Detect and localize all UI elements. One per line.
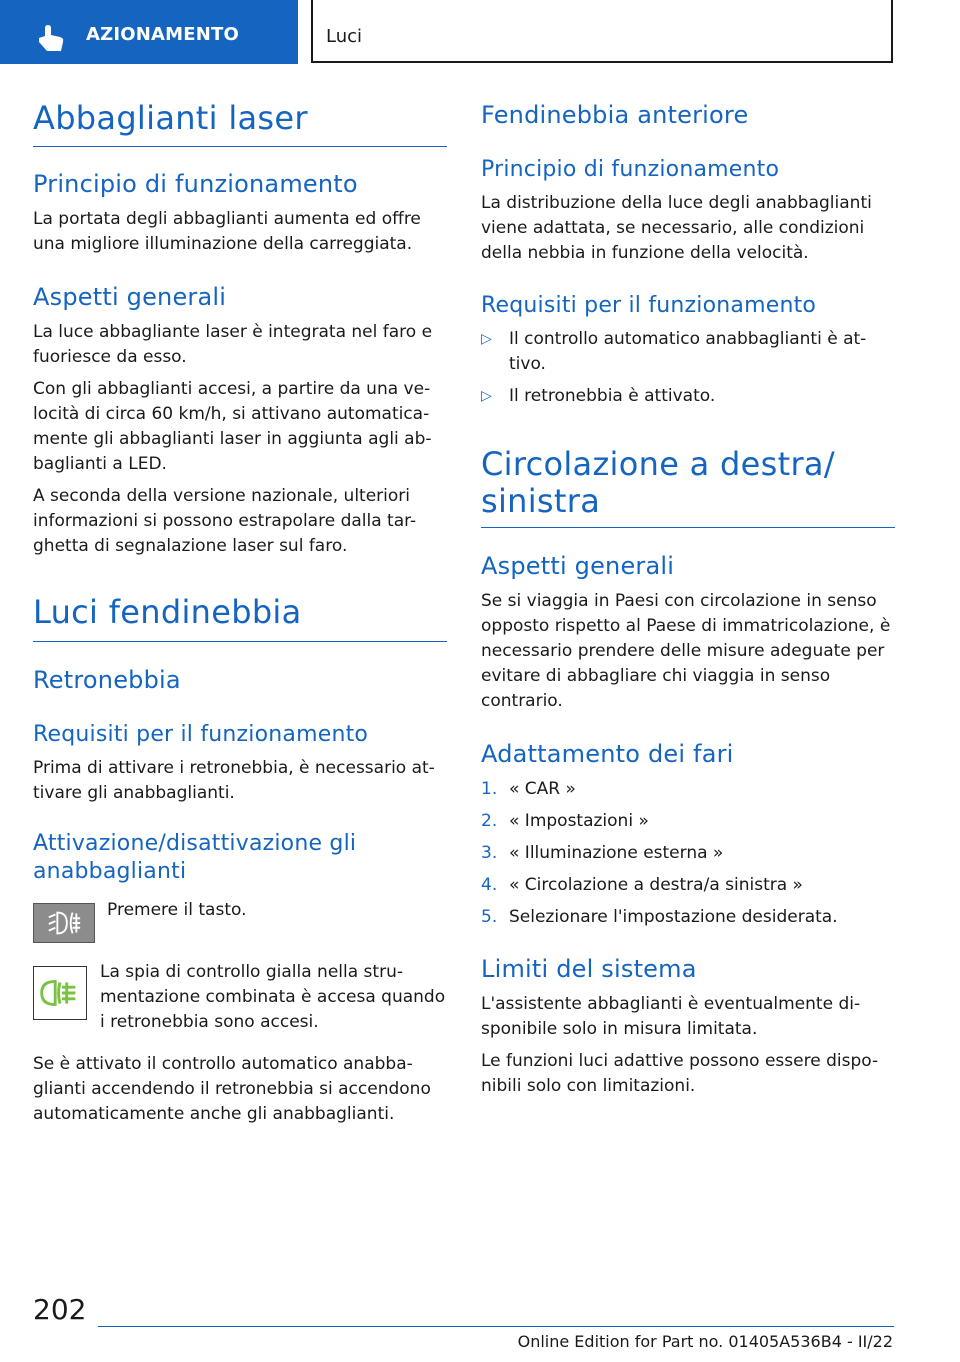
heading-principio: Principio di funzionamento <box>481 157 780 182</box>
paragraph-limiti-2: Le funzioni luci adattive possono essere dispo-nibili solo con limitazioni. <box>481 1051 879 1096</box>
rear-fog-indicator-icon <box>34 967 86 1019</box>
chapter-header <box>311 0 893 63</box>
rear-fog-button-icon <box>33 903 95 943</box>
paragraph-spia: La spia di controllo gialla nella stru-mentazione combinata è accesa quando i retronebbia sono accesi. <box>100 962 446 1032</box>
heading-adattamento: Adattamento dei fari <box>481 740 734 768</box>
paragraph-aspetti-1: La luce abbagliante laser è integrata nel faro e fuoriesce da esso. <box>33 322 433 367</box>
paragraph-aspetti: Se si viaggia in Paesi con circolazione in senso opposto rispetto al Paese di immatricolazione, è necessario prendere delle misure adeguate per evitare di abbagliare chi viaggia in senso contrario. <box>481 591 891 711</box>
section-label: AZIONAMENTO <box>86 24 240 45</box>
heading-limiti: Limiti del sistema <box>481 955 697 983</box>
paragraph-limiti-1: L'assistente abbaglianti è eventualmente di-sponibile solo in misura limitata. <box>481 994 861 1039</box>
chapter-title: Luci <box>326 26 363 47</box>
footer-rule <box>98 1326 894 1327</box>
heading-requisiti: Requisiti per il funzionamento <box>33 722 369 747</box>
heading-fendinebbia: Luci fendinebbia <box>33 593 302 631</box>
paragraph-auto: Se è attivato il controllo automatico anabba-glianti accendendo il retronebbia si accendono automaticamente anche gli anabbaglianti. <box>33 1054 431 1124</box>
paragraph-aspetti-2: Con gli abbaglianti accesi, a partire da una ve-locità di circa 60 km/h, si attivano automatica-mente gli abbaglianti laser in aggiunta agli ab-baglianti a LED. <box>33 379 432 474</box>
heading-anteriore: Fendinebbia anteriore <box>481 101 749 129</box>
heading-aspetti: Aspetti generali <box>33 283 227 311</box>
hand-pointer-icon <box>36 25 66 51</box>
footer-edition: Online Edition for Part no. 01405A536B4 - II/22 <box>517 1332 893 1351</box>
paragraph-aspetti-3: A seconda della versione nazionale, ulteriori informazioni si possono estrapolare dalla tar-ghetta di segnalazione laser sul faro. <box>33 486 417 556</box>
paragraph-requisiti: Prima di attivare i retronebbia, è necessario at-tivare gli anabbaglianti. <box>33 758 435 803</box>
section-tab <box>0 0 298 64</box>
heading-principio: Principio di funzionamento <box>33 170 358 198</box>
page-number: 202 <box>33 1293 87 1326</box>
heading-circolazione: Circolazione a destra/ sinistra <box>481 445 835 520</box>
heading-retronebbia: Retronebbia <box>33 666 181 694</box>
fog-indicator-icon <box>33 966 87 1020</box>
heading-rule <box>33 641 447 642</box>
rear-fog-light-icon <box>34 904 94 942</box>
heading-attivazione: Attivazione/disattivazione gli anabbaglianti <box>33 831 357 884</box>
heading-requisiti: Requisiti per il funzionamento <box>481 293 817 318</box>
heading-laser: Abbaglianti laser <box>33 99 308 137</box>
paragraph-principio: La distribuzione della luce degli anabbaglianti viene adattata, se necessario, alle condizioni della nebbia in funzione della velocità. <box>481 193 872 263</box>
bullet-triangle-icon: ▷ <box>481 331 492 347</box>
heading-rule <box>33 146 447 147</box>
paragraph-tasto: Premere il tasto. <box>107 900 247 920</box>
heading-aspetti: Aspetti generali <box>481 552 675 580</box>
heading-rule <box>481 527 895 528</box>
paragraph-principio: La portata degli abbaglianti aumenta ed offre una migliore illuminazione della carreggiata. <box>33 209 421 254</box>
bullet-triangle-icon: ▷ <box>481 388 492 404</box>
